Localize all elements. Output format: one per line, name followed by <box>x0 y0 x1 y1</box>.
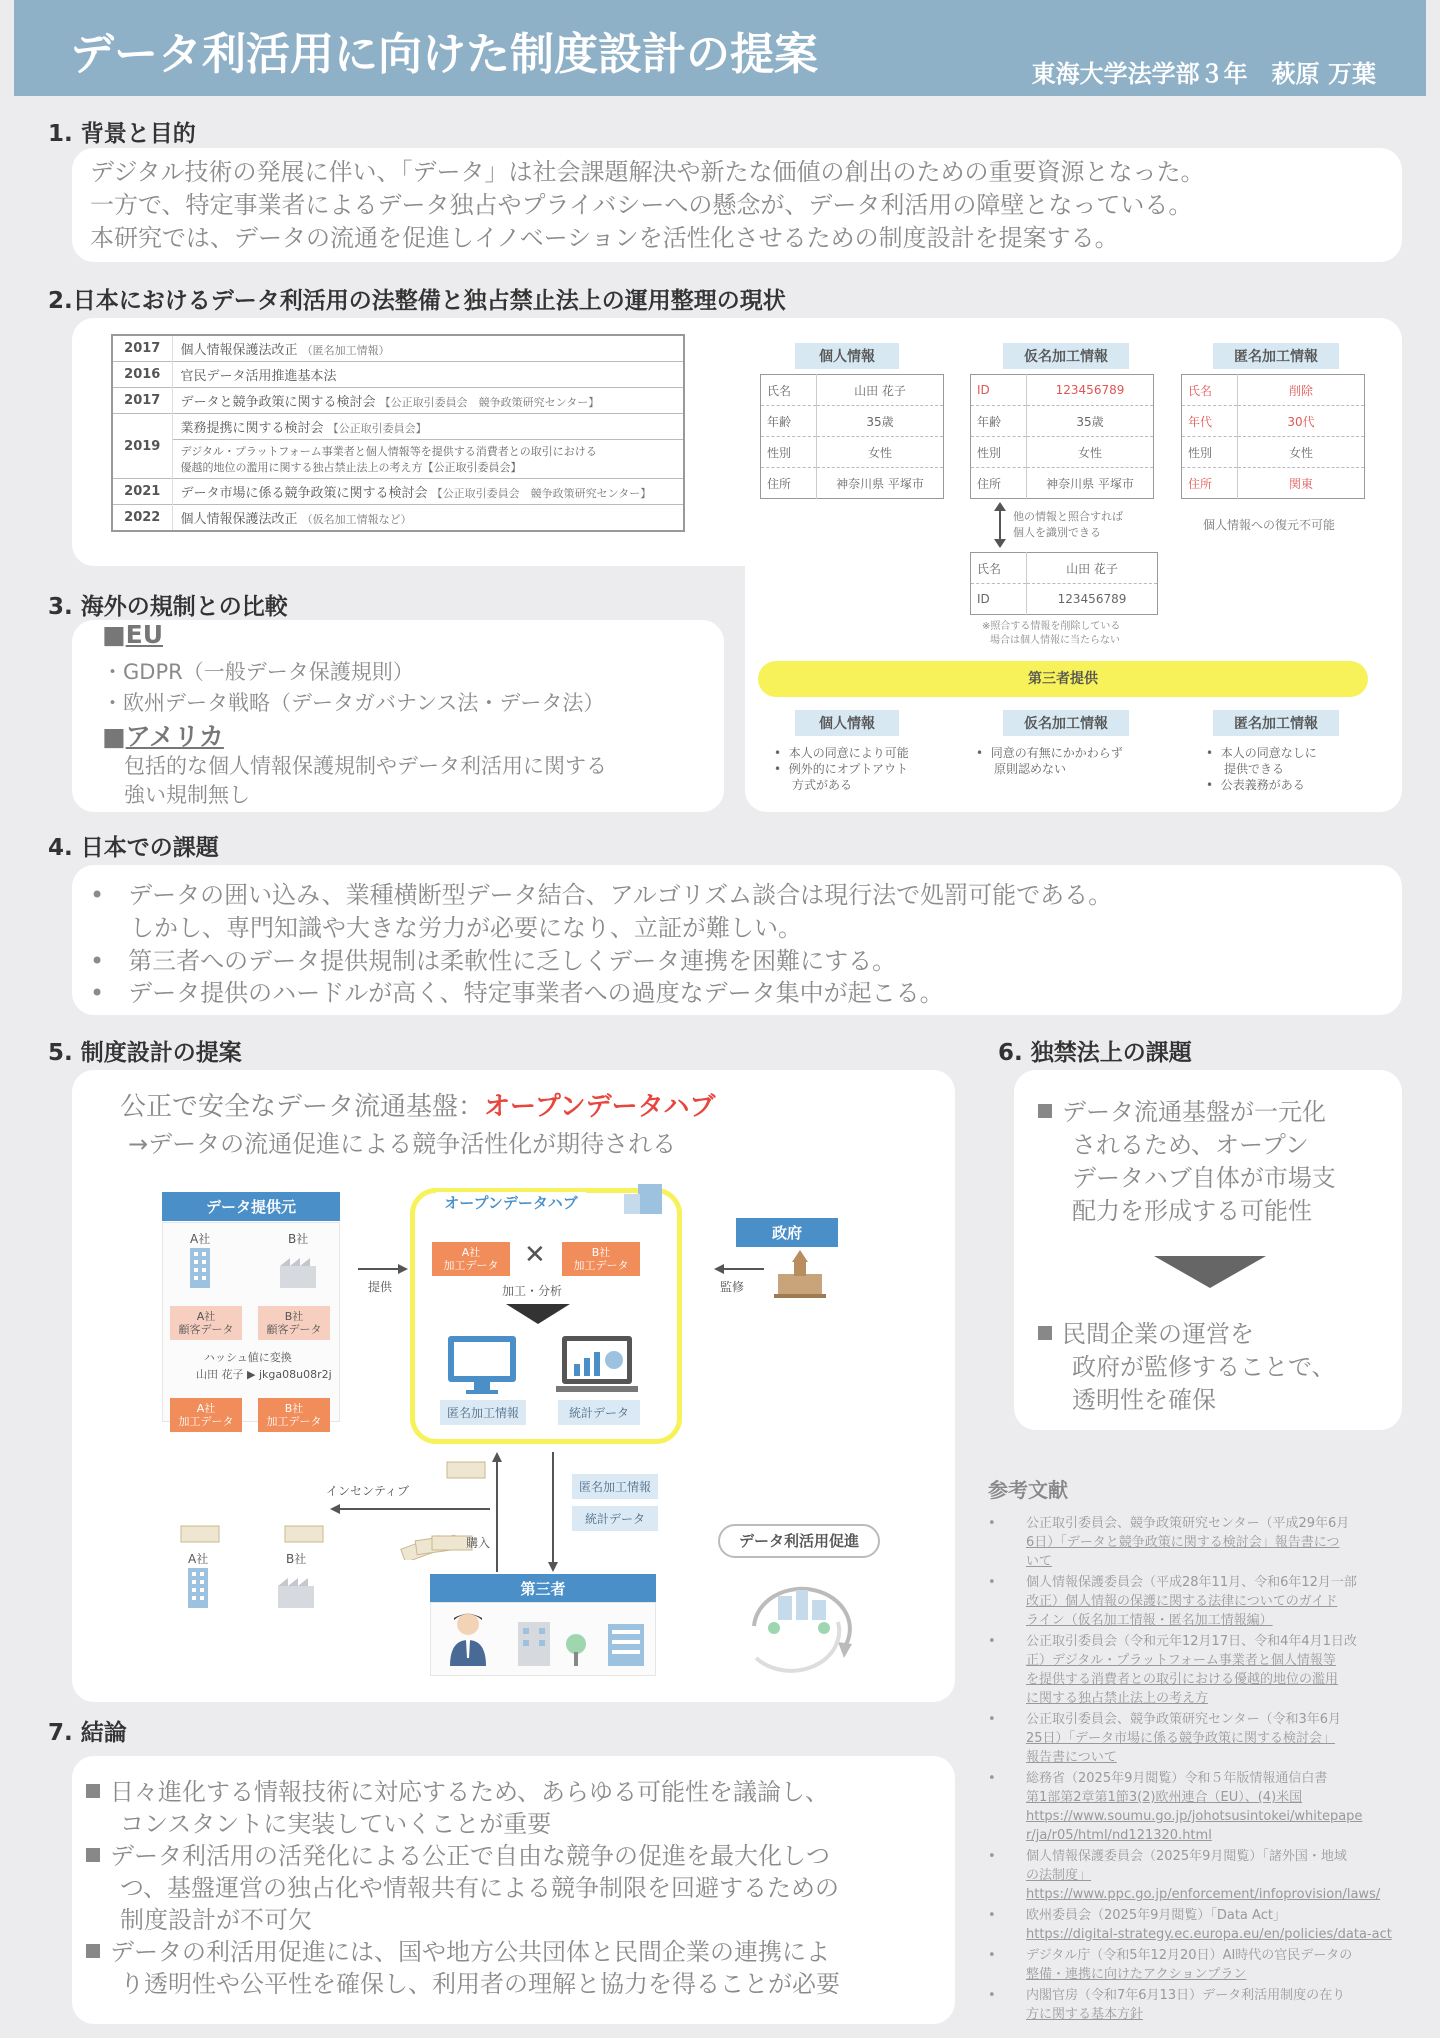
timeline-note: 【公正取引委員会】 <box>327 422 427 435</box>
s6-point-line: 民間企業の運営を <box>1062 1320 1254 1348</box>
section-6-title: 6. 独禁法上の課題 <box>998 1040 1192 1066</box>
reference-line: • 個人情報保護委員会（平成28年11月、令和6年12月一部 <box>1026 1575 1357 1590</box>
timeline-note: （匿名加工情報） <box>301 344 390 357</box>
reference-line: 整備・連携に向けたアクションプラン <box>1026 1967 1247 1982</box>
section-3-panel <box>72 620 724 812</box>
reference-line: 6日）「データと競争政策に関する検討会」報告書につ <box>1026 1535 1340 1550</box>
s1-line-3: 本研究では、データの流通を促進しイノベーションを活性化させるための制度設計を提案する。 <box>90 224 1119 252</box>
provision-label-anonymous: 匿名加工情報 <box>1213 710 1339 736</box>
section-6-panel <box>1014 1070 1402 1430</box>
square-bullet-icon <box>86 1784 100 1798</box>
timeline-row <box>112 505 684 532</box>
list-item: 提供できる <box>1224 762 1285 776</box>
provision-label-pseudonymous: 仮名加工情報 <box>1003 710 1129 736</box>
factory-icon <box>278 1254 318 1288</box>
reference-line: の法制度」 <box>1026 1868 1092 1883</box>
eu-heading: ■EU <box>102 620 164 649</box>
down-triangle-icon <box>1154 1256 1266 1288</box>
timeline-year: 2017 <box>112 335 172 362</box>
reference-line: いて <box>1026 1554 1053 1569</box>
timeline-row <box>112 388 684 414</box>
timeline-row <box>112 335 684 362</box>
arrow-right-icon <box>358 1262 408 1276</box>
third-party-provision-bar: 第三者提供 <box>758 661 1368 697</box>
cross-icon: ✕ <box>524 1240 546 1270</box>
reference-item <box>988 1573 1412 1630</box>
tree-icon <box>560 1630 592 1666</box>
timeline-row <box>112 440 684 479</box>
us-line: 包括的な個人情報保護規制やデータ利活用に関する <box>124 754 607 778</box>
reference-line: • 公正取引委員会、競争政策研究センター（令和3年6月 <box>1026 1712 1342 1727</box>
provision-anonymous-list: • 本人の同意なしに 提供できる • 公表義務がある <box>1206 746 1317 792</box>
open-data-hub-highlight: オープンデータハブ <box>484 1092 716 1122</box>
hash-label: ハッシュ値に変換 <box>204 1351 292 1364</box>
section-2-title: 2.日本におけるデータ利活用の法整備と独占禁止法上の運用整理の現状 <box>48 288 786 314</box>
monitor-icon <box>446 1334 518 1396</box>
timeline-text: データと競争政策に関する検討会 <box>180 395 376 410</box>
s4-item: データ提供のハードルが高く、特定事業者への過度なデータ集中が起こる。 <box>128 979 944 1007</box>
timeline-text: 業務提携に関する検討会 <box>180 421 324 436</box>
reference-item <box>988 1946 1412 1984</box>
s4-item-cont: しかし、専門知識や大きな労力が必要になり、立証が難しい。 <box>130 914 802 942</box>
s4-item: 第三者へのデータ提供規制は柔軟性に乏しくデータ連携を困難にする。 <box>128 947 897 975</box>
reference-item <box>988 1769 1412 1845</box>
arrow-up-icon <box>490 1452 504 1572</box>
section-7-title: 7. 結論 <box>48 1720 127 1746</box>
s6-point-line: 政府が監修することで、 <box>1072 1353 1336 1381</box>
list-item: 本人の同意により可能 <box>788 746 909 760</box>
reference-line: 25日）「データ市場に係る競争政策に関する検討会」 <box>1026 1731 1336 1746</box>
hub-stats-data: 統計データ <box>558 1400 640 1425</box>
reference-item <box>988 1847 1412 1904</box>
s6-point-line: 透明性を確保 <box>1072 1386 1216 1414</box>
banknote-icon <box>446 1460 486 1480</box>
output-stats-data: 統計データ <box>572 1506 658 1531</box>
building-icon <box>184 1566 212 1608</box>
hub-company-b-data: B社 加工データ <box>562 1242 640 1276</box>
label-pseudonymous-info: 仮名加工情報 <box>1003 343 1129 369</box>
square-bullet-icon <box>86 1848 100 1862</box>
s7-line: コンスタントに実装していくことが重要 <box>120 1810 552 1838</box>
us-heading: ■アメリカ <box>102 722 224 751</box>
page-title: データ利活用に向けた制度設計の提案 <box>70 29 818 80</box>
office-building-icon <box>512 1618 556 1666</box>
s7-line: つ、基盤運営の独占化や情報共有による競争制限を回避するための <box>120 1874 840 1902</box>
s7-line: データの利活用促進には、国や地方公共団体と民間企業の連携によ <box>110 1938 830 1966</box>
open-data-hub-label: オープンデータハブ <box>436 1192 586 1213</box>
government-label: 政府 <box>736 1218 838 1247</box>
s7-line: 日々進化する情報技術に対応するため、あらゆる可能性を議論し、 <box>110 1778 830 1806</box>
label-anonymous-info: 匿名加工情報 <box>1213 343 1339 369</box>
restore-note: 個人情報への復元不可能 <box>1203 518 1336 532</box>
reference-line: • デジタル庁（令和5年12月20日）AI時代の官民データの <box>1026 1948 1353 1963</box>
timeline-text: 個人情報保護法改正 <box>180 512 298 527</box>
hub-anon-info: 匿名加工情報 <box>440 1400 526 1425</box>
arrow-left-icon <box>714 1262 764 1276</box>
reference-item <box>988 1710 1412 1767</box>
company-b-label: B社 <box>288 1232 309 1246</box>
company-b-processed-data: B社 加工データ <box>258 1398 330 1432</box>
timeline-text: デジタル・プラットフォーム事業者と個人情報等を提供する消費者との取引における <box>180 445 597 458</box>
header-banner <box>14 0 1426 96</box>
reference-line[interactable]: https://www.soumu.go.jp/johotsusintokei/whitepape <box>1026 1809 1363 1824</box>
list-item: 公表義務がある <box>1220 778 1305 792</box>
section-7-panel <box>72 1756 955 2024</box>
s4-item: データの囲い込み、業種横断型データ結合、アルゴリズム談合は現行法で処罰可能である。 <box>128 881 1113 909</box>
building-icon <box>186 1246 214 1288</box>
output-anon-info: 匿名加工情報 <box>572 1474 658 1499</box>
square-bullet-icon <box>1038 1104 1052 1118</box>
chart-laptop-icon <box>556 1334 638 1396</box>
reference-line[interactable]: https://digital-strategy.ec.europa.eu/en/policies/data-act <box>1026 1927 1392 1942</box>
s6-point-line: されるため、オープン <box>1072 1131 1309 1159</box>
reference-line: • 個人情報保護委員会（2025年9月閲覧）「諸外国・地域 <box>1026 1849 1347 1864</box>
person-icon <box>446 1610 490 1666</box>
us-line: 強い規制無し <box>124 783 250 807</box>
list-item: 同意の有無にかかわらず <box>990 746 1123 760</box>
analysis-label: 加工・分析 <box>502 1284 563 1298</box>
data-provider-label: データ提供元 <box>162 1192 340 1221</box>
banknote-icon <box>180 1524 220 1544</box>
incentive-label: インセンティブ <box>326 1484 410 1498</box>
arrow-left-long-icon <box>330 1502 490 1516</box>
section-4-panel: • データの囲い込み、業種横断型データ結合、アルゴリズム談合は現行法で処罰可能である。 しかし、専門知識や大きな労力が必要になり、立証が難しい。 • 第三者へのデータ提供規制は柔軟性に乏しくデータ連携を困難にする。 • データ提供のハードルが高く、特定事業者への過度なデータ集中が起こる。 <box>72 865 1402 1015</box>
match-note-1: ※照合する情報を削除している <box>982 621 1121 632</box>
section-1-panel <box>72 148 1402 262</box>
reference-item <box>988 1986 1412 2024</box>
company-a-label: A社 <box>190 1232 211 1246</box>
section-5-title: 5. 制度設計の提案 <box>48 1040 242 1066</box>
eu-item: ・欧州データ戦略（データガバナンス法・データ法） <box>102 691 605 715</box>
timeline-note: （仮名加工情報など） <box>301 513 412 526</box>
reference-line: 第1部第2章第1節3(2)欧州連合（EU）、(4)米国 <box>1026 1790 1303 1805</box>
s7-line: 制度設計が不可欠 <box>120 1906 312 1934</box>
timeline-text: 個人情報保護法改正 <box>180 343 298 358</box>
reference-line: • 公正取引委員会、競争政策研究センター（平成29年6月 <box>1026 1516 1350 1531</box>
reference-line: ライン（仮名加工情報・匿名加工情報編） <box>1026 1613 1273 1628</box>
match-table: 氏名 山田 花子 ID 123456789 <box>970 552 1158 615</box>
list-item: 方式がある <box>792 778 853 792</box>
timeline-note: 【公正取引委員会 競争政策研究センター】 <box>379 396 600 409</box>
references-title: 参考文献 <box>988 1478 1068 1502</box>
reference-line: に関する独占禁止法上の考え方 <box>1026 1691 1209 1706</box>
reference-line: 報告書について <box>1026 1750 1117 1765</box>
list-item: 例外的にオプトアウト <box>788 762 908 776</box>
company-a-customer-data: A社 顧客データ <box>170 1306 242 1340</box>
match-note-2: 場合は個人情報に当たらない <box>990 635 1120 646</box>
timeline-text: 官民データ活用推進基本法 <box>180 369 337 384</box>
list-item: 本人の同意なしに <box>1220 746 1317 760</box>
link-note-2: 個人を識別できる <box>1013 526 1101 539</box>
diet-building-icon <box>772 1250 828 1298</box>
eu-item: ・GDPR（一般データ保護規則） <box>102 660 414 684</box>
company-b-customer-data: B社 顧客データ <box>258 1306 330 1340</box>
reference-line: 正）デジタル・プラットフォーム事業者と個人情報等 <box>1026 1653 1336 1668</box>
timeline-row <box>112 362 684 388</box>
s7-line: り透明性や公平性を確保し、利用者の理解と協力を得ることが必要 <box>120 1970 840 1998</box>
s6-point-line: データハブ自体が市場支 <box>1072 1164 1336 1192</box>
timeline-year: 2019 <box>112 414 172 479</box>
timeline-note: 優越的地位の濫用に関する独占禁止法上の考え方【公正取引委員会】 <box>180 461 522 474</box>
third-party-label: 第三者 <box>430 1574 656 1603</box>
section-1-title: 1. 背景と目的 <box>48 121 196 147</box>
law-timeline <box>111 334 685 532</box>
reference-line: • 内閣官房（令和7年6月13日）データ利活用制度の在り <box>1026 1988 1346 2003</box>
timeline-year: 2017 <box>112 388 172 414</box>
references-list <box>988 1514 1412 2026</box>
reference-line: • 総務省（2025年9月閲覧）令和５年版情報通信白書 <box>1026 1771 1328 1786</box>
s6-point-line: データ流通基盤が一元化 <box>1062 1098 1326 1126</box>
down-triangle-icon <box>506 1304 570 1324</box>
bidirectional-arrow-icon <box>990 502 1010 548</box>
reference-line: • 公正取引委員会（令和元年12月17日、令和4年4月1日改 <box>1026 1634 1357 1649</box>
city-cycle-icon <box>734 1566 864 1676</box>
reference-line: 改正）個人情報の保護に関する法律についてのガイド <box>1026 1594 1338 1609</box>
provision-personal-list: • 本人の同意により可能 • 例外的にオプトアウト 方式がある <box>774 746 909 792</box>
arrow-down-icon <box>546 1452 560 1572</box>
s1-line-1: デジタル技術の発展に伴い、「データ」は社会課題解決や新たな価値の創出のための重要資源となった。 <box>90 158 1205 186</box>
reference-line: を提供する消費者との取引における優越的地位の濫用 <box>1026 1672 1339 1687</box>
reference-line[interactable]: https://www.ppc.go.jp/enforcement/infoprovision/laws/ <box>1026 1887 1381 1902</box>
pseudonymous-info-table: ID 123456789 年齢 35歳 性別 女性 住所 神奈川県 平塚市 <box>970 374 1154 499</box>
s6-point-line: 配力を形成する可能性 <box>1072 1197 1312 1225</box>
banknote-icon <box>284 1524 324 1544</box>
personal-info-table: 氏名 山田 花子 年齢 35歳 性別 女性 住所 神奈川県 平塚市 <box>760 374 944 499</box>
anonymous-info-table: 氏名 削除 年代 30代 性別 女性 住所 関東 <box>1181 374 1365 499</box>
company-a-processed-data: A社 加工データ <box>170 1398 242 1432</box>
server-icon <box>620 1182 666 1216</box>
timeline-year: 2022 <box>112 505 172 532</box>
s1-line-2: 一方で、特定事業者によるデータ独占やプライバシーへの懸念が、データ利活用の障壁となっている。 <box>90 191 1193 219</box>
hash-example: 山田 花子 ▶ jkga08u08r2j <box>196 1368 332 1381</box>
purchase-label: 購入 <box>466 1536 491 1550</box>
link-note-1: 他の情報と照合すれば <box>1013 510 1123 523</box>
apartment-icon <box>604 1618 648 1666</box>
square-bullet-icon <box>1038 1326 1052 1340</box>
section-3-title: 3. 海外の規制との比較 <box>48 594 288 620</box>
timeline-year: 2016 <box>112 362 172 388</box>
timeline-row <box>112 479 684 505</box>
list-item: 原則認めない <box>994 762 1067 776</box>
label-personal-info: 個人情報 <box>795 343 899 369</box>
factory-icon <box>276 1574 316 1608</box>
s7-line: データ利活用の活発化による公正で自由な競争の促進を最大化しつ <box>110 1842 830 1870</box>
supervise-label: 監修 <box>720 1280 745 1294</box>
reference-item <box>988 1632 1412 1708</box>
reference-line: 方に関する基本方針 <box>1026 2007 1144 2022</box>
company-a-label: A社 <box>188 1552 209 1566</box>
reference-line: r/ja/r05/html/nd121320.html <box>1026 1828 1212 1843</box>
data-promotion-label: データ利活用促進 <box>718 1524 880 1558</box>
timeline-year: 2021 <box>112 479 172 505</box>
timeline-note: 【公正取引委員会 競争政策研究センター】 <box>431 487 652 500</box>
hub-company-a-data: A社 加工データ <box>432 1242 510 1276</box>
reference-item <box>988 1906 1412 1944</box>
square-bullet-icon <box>86 1944 100 1958</box>
provision-label-personal: 個人情報 <box>795 710 899 736</box>
timeline-row <box>112 414 684 440</box>
s5-lead-sub: →データの流通促進による競争活性化が期待される <box>128 1130 677 1158</box>
s5-lead: 公正で安全なデータ流通基盤：オープンデータハブ <box>120 1092 716 1122</box>
reference-line: • 欧州委員会（2025年9月閲覧）「Data Act」 <box>1026 1908 1286 1923</box>
provision-pseudonymous-list: • 同意の有無にかかわらず 原則認めない <box>976 746 1123 776</box>
timeline-text: データ市場に係る競争政策に関する検討会 <box>180 486 428 501</box>
section-4-title: 4. 日本での課題 <box>48 835 219 861</box>
reference-item <box>988 1514 1412 1571</box>
provide-label: 提供 <box>368 1280 393 1294</box>
company-b-label: B社 <box>286 1552 307 1566</box>
author: 東海大学法学部３年 萩原 万葉 <box>1031 60 1376 88</box>
